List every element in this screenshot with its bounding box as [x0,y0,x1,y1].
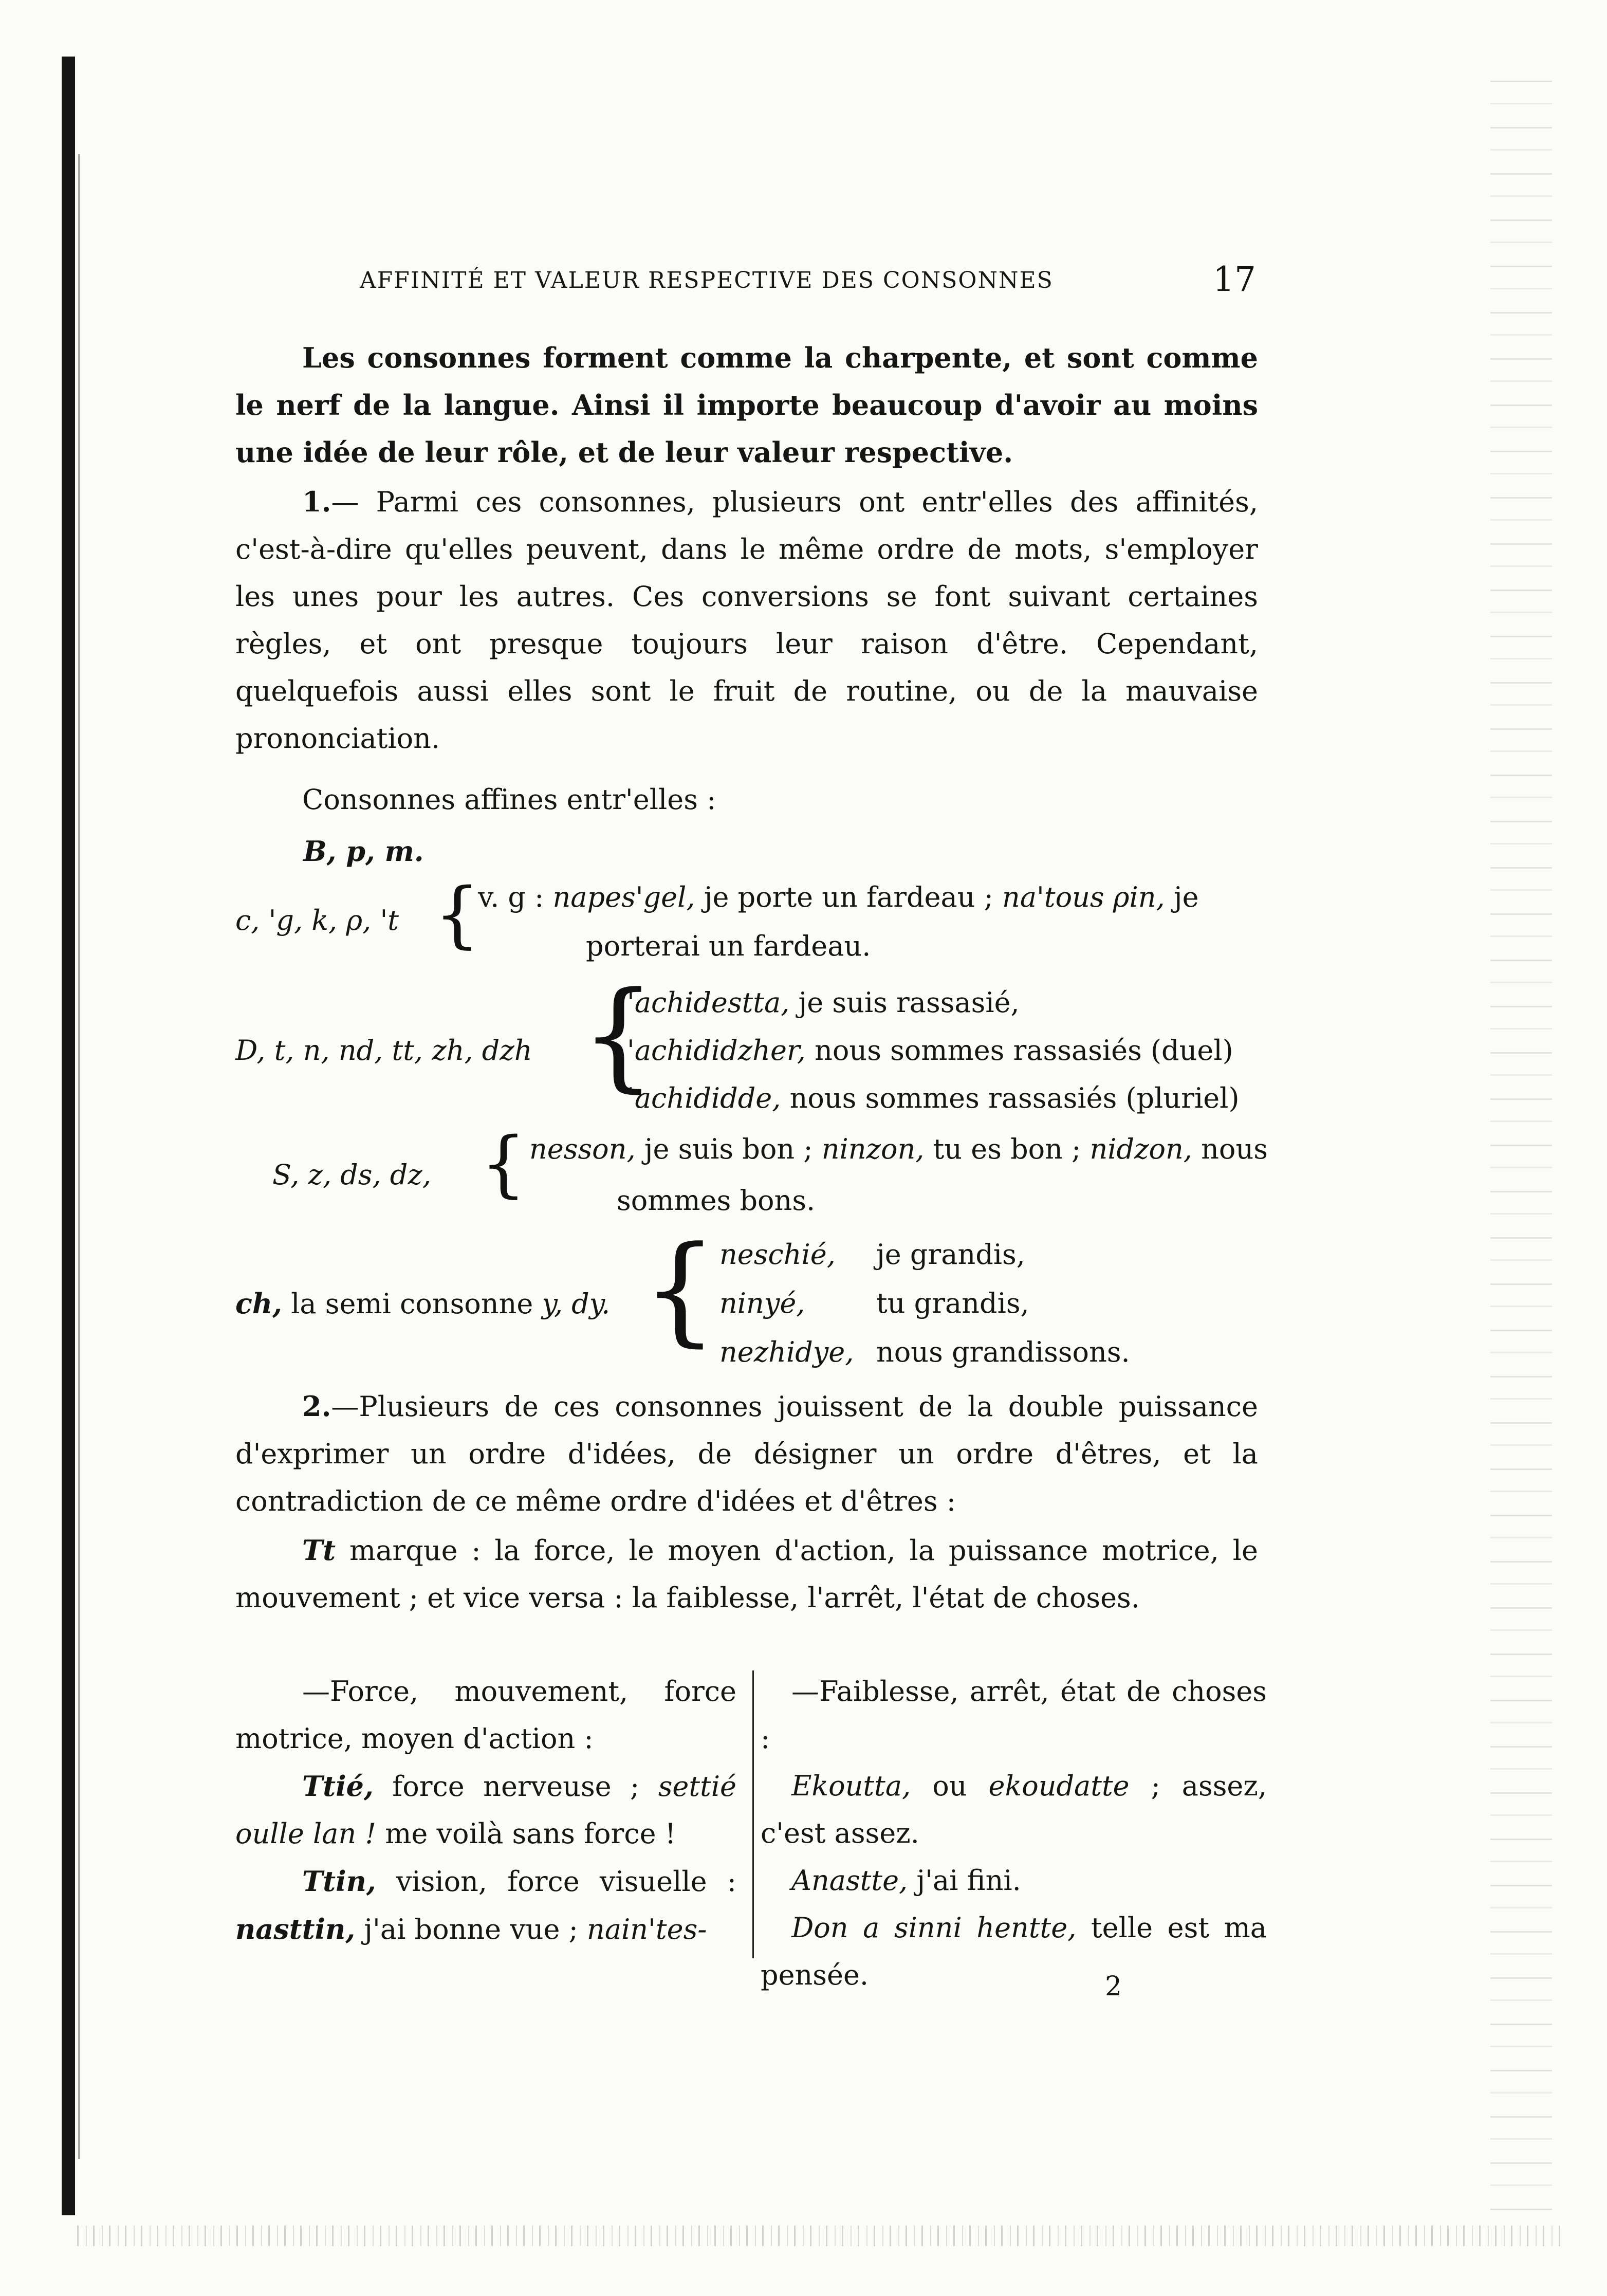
example-word: settié oulle lan ! [235,1770,736,1850]
example-gloss: ou [911,1770,967,1802]
example-gloss: nous sommes rassasiés (pluriel) [781,1082,1240,1114]
scan-noise-right [1490,77,1552,2210]
example-word: nasttin, [235,1913,356,1945]
example-word: Ttin, [302,1865,376,1898]
group-3-example-1 [627,979,1020,1026]
example-gloss: vision, force visuelle : [376,1865,736,1898]
section-2-paragraph [235,1383,1258,1525]
affines-heading: Consonnes affines entr'elles : [302,783,716,816]
group-ch-y-letters [235,1280,610,1328]
section-1-text: — Parmi ces consonnes, plusieurs ont entr'elles des affinités, c'est-à-dire qu'elles peuvent, dans le même ordre de mots, s'employer les unes pour les autres. Ces conversions se font suivant certaines règles, et ont presque toujours leur raison d'être. Cependant, quelquefois aussi elles sont le fruit de routine, ou de la mauvaise prononciation. [235,486,1258,755]
example-word: napes'gel, [552,881,695,913]
vg-prefix: v. g : [478,881,544,913]
group-5-word-2: ninyé, [719,1287,805,1319]
brace-group-3: { [581,967,656,1104]
example-word: Ekoutta, [791,1770,911,1802]
example-gloss: j'ai fini. [908,1864,1021,1897]
left-col-ttin [235,1858,736,1953]
section-2-text: —Plusieurs de ces consonnes jouissent de la double puissance d'exprimer un ordre d'idées, de désigner un ordre d'êtres, et la contradiction de ce même ordre d'idées et d'êtres : [235,1390,1258,1517]
example-word: na'tous ρin, [1002,881,1165,913]
right-col-anastte [761,1857,1267,1904]
example-word: Anastte, [791,1864,908,1897]
running-header: AFFINITÉ ET VALEUR RESPECTIVE DES CONSONNES [360,267,1054,293]
example-gloss: je [1165,881,1199,913]
group-5-word-1: neschié, [719,1238,836,1271]
example-gloss: ; assez, c'est assez. [761,1770,1267,1849]
section-2-number: 2. [302,1390,331,1423]
intro-paragraph: Les consonnes forment comme la charpente, et sont comme le nerf de la langue. Ainsi il importe beaucoup d'avoir au moins une idée de leur rôle, et de leur valeur respective. [235,341,1258,469]
example-gloss: me voilà sans force ! [376,1817,676,1850]
right-col-ekoutta [761,1762,1267,1857]
group-4-example-line-2: sommes bons. [617,1184,816,1217]
left-col-heading: —Force, mouvement, force motrice, moyen d'action : [235,1675,736,1755]
section-1-number: 1. [302,485,331,518]
example-gloss: force nerveuse ; [373,1770,640,1803]
example-word: 'achididzher, [627,1034,806,1067]
letter-y-dy: y, dy. [542,1288,611,1320]
group-5-gloss-2: tu grandis, [876,1287,1029,1319]
tt-word: Tt [302,1534,336,1567]
right-column [761,1668,1267,1999]
letter-ch: ch, [235,1287,282,1320]
section-1-paragraph [235,478,1258,762]
page-number: 17 [1213,260,1256,299]
spine-edge-line [78,154,80,2159]
example-word: Don a sinni hentte, [791,1912,1077,1944]
group-3-example-2 [627,1027,1233,1074]
example-gloss: je suis rassasié, [789,986,1020,1019]
example-gloss: je suis bon ; [635,1133,813,1165]
left-column [235,1668,736,1953]
group-5-gloss-3: nous grandissons. [876,1336,1130,1368]
group-b-p-m: B, p, m. [303,835,424,868]
brace-group-4: { [481,1122,527,1206]
left-col-ttie [235,1762,736,1858]
group-5-word-3: nezhidye, [719,1336,854,1368]
brace-group-2: { [434,873,481,957]
semi-consonne-label: la semi consonne [282,1288,533,1320]
book-spine-shadow [62,57,75,2215]
example-gloss: j'ai bonne vue ; [355,1913,578,1945]
group-4-example-line-1 [529,1126,1268,1173]
group-s-z-letters: S, z, ds, dz, [272,1159,431,1191]
right-col-don [761,1904,1267,1999]
brace-group-5: { [642,1221,718,1358]
example-word: 'achidestta, [627,986,790,1019]
right-col-heading: —Faiblesse, arrêt, état de choses : [761,1675,1267,1755]
example-word: Ttié, [302,1770,374,1803]
example-word: nidzon, [1089,1133,1192,1165]
tt-text: marque : la force, le moyen d'action, la puissance motrice, le mouvement ; et vice versa : la faiblesse, l'arrêt, l'état de choses. [235,1534,1258,1614]
example-gloss: nous [1192,1133,1268,1165]
example-gloss: nous sommes rassasiés (duel) [805,1034,1233,1067]
example-word: ekoudatte [988,1770,1130,1802]
column-divider [752,1670,754,1958]
example-gloss: telle est ma pensée. [761,1912,1267,1991]
group-5-gloss-1: je grandis, [876,1238,1025,1271]
group-2-example-line-1 [478,874,1199,921]
tt-paragraph [235,1527,1258,1622]
example-word: 'achididde, [627,1082,781,1114]
example-word: nain'tes- [587,1913,707,1945]
example-gloss: je porte un fardeau ; [695,881,993,913]
scan-noise-bottom [77,2226,1567,2246]
signature-mark: 2 [1105,1971,1122,2002]
example-gloss: tu es bon ; [924,1133,1081,1165]
group-3-example-3 [627,1075,1240,1122]
group-d-t-n-letters: D, t, n, nd, tt, zh, dzh [235,1034,532,1067]
example-word: ninzon, [821,1133,925,1165]
group-2-example-line-2: porterai un fardeau. [586,930,871,962]
group-c-g-k-letters: c, 'g, k, ρ, 't [235,904,399,936]
example-word: nesson, [529,1133,636,1165]
